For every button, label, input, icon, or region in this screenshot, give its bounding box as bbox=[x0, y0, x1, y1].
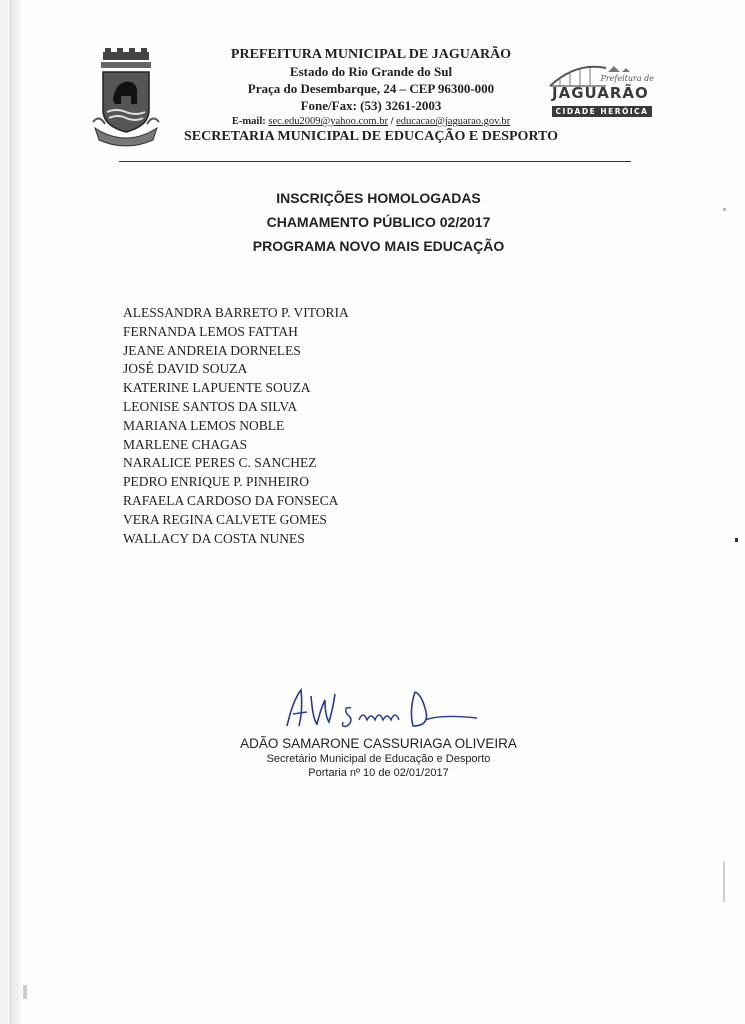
scan-mark bbox=[23, 985, 27, 999]
letterhead-text bbox=[171, 46, 571, 145]
letterhead bbox=[11, 40, 745, 160]
email-separator: / bbox=[387, 116, 397, 127]
logo-script-text: Prefeitura de bbox=[600, 74, 654, 83]
list-item: LEONISE SANTOS DA SILVA bbox=[123, 398, 298, 414]
scan-speck bbox=[723, 208, 726, 211]
document-page bbox=[10, 0, 745, 1024]
signer-name: ADÃO SAMARONE CASSURIAGA OLIVEIRA bbox=[240, 736, 517, 751]
header-divider bbox=[119, 161, 631, 162]
coat-of-arms-icon bbox=[91, 48, 161, 148]
logo-wordmark: JAGUARÃO bbox=[552, 84, 649, 102]
handwritten-signature bbox=[281, 680, 481, 736]
list-item: MARIANA LEMOS NOBLE bbox=[123, 417, 285, 433]
list-item: FERNANDA LEMOS FATTAH bbox=[123, 323, 298, 339]
state-line: Estado do Rio Grande do Sul bbox=[289, 64, 453, 79]
approved-names-list bbox=[123, 304, 349, 548]
signer-role: Secretário Municipal de Educação e Desporto bbox=[266, 753, 491, 765]
email-link-1[interactable]: sec.edu2009@yahoo.com.br bbox=[268, 116, 388, 127]
list-item: KATERINE LAPUENTE SOUZA bbox=[123, 380, 311, 396]
signer-details bbox=[11, 736, 745, 780]
email-label: E-mail: bbox=[231, 116, 269, 127]
institution-name: PREFEITURA MUNICIPAL DE JAGUARÃO bbox=[230, 47, 512, 62]
signer-ordinance: Portaria nº 10 de 02/01/2017 bbox=[308, 767, 449, 779]
email-line bbox=[171, 114, 571, 129]
title-line-1: INSCRIÇÕES HOMOLOGADAS bbox=[276, 190, 481, 206]
jaguarao-logo bbox=[546, 60, 658, 122]
list-item: VERA REGINA CALVETE GOMES bbox=[123, 511, 327, 527]
list-item: RAFAELA CARDOSO DA FONSECA bbox=[123, 492, 339, 508]
list-item: MARLENE CHAGAS bbox=[123, 436, 248, 452]
list-item: NARALICE PERES C. SANCHEZ bbox=[123, 455, 317, 471]
document-titles bbox=[11, 186, 745, 258]
title-line-3: PROGRAMA NOVO MAIS EDUCAÇÃO bbox=[252, 238, 505, 254]
list-item: WALLACY DA COSTA NUNES bbox=[123, 530, 305, 546]
list-item: ALESSANDRA BARRETO P. VITORIA bbox=[123, 305, 349, 320]
list-item: JOSÉ DAVID SOUZA bbox=[123, 361, 248, 377]
scan-mark bbox=[723, 862, 725, 902]
title-line-2: CHAMAMENTO PÚBLICO 02/2017 bbox=[266, 214, 491, 230]
list-item: PEDRO ENRIQUE P. PINHEIRO bbox=[123, 474, 310, 490]
email-link-2[interactable]: educacao@jaguarao.gov.br bbox=[396, 116, 511, 127]
phone-line: Fone/Fax: (53) 3261-2003 bbox=[300, 98, 442, 113]
list-item: JEANE ANDREIA DORNELES bbox=[123, 342, 301, 358]
logo-tagline: CIDADE HERÓICA bbox=[552, 106, 652, 117]
address-line: Praça do Desembarque, 24 – CEP 96300-000 bbox=[247, 81, 495, 96]
scan-speck bbox=[735, 538, 738, 542]
department-name: SECRETARIA MUNICIPAL DE EDUCAÇÃO E DESPORTO bbox=[183, 129, 559, 144]
